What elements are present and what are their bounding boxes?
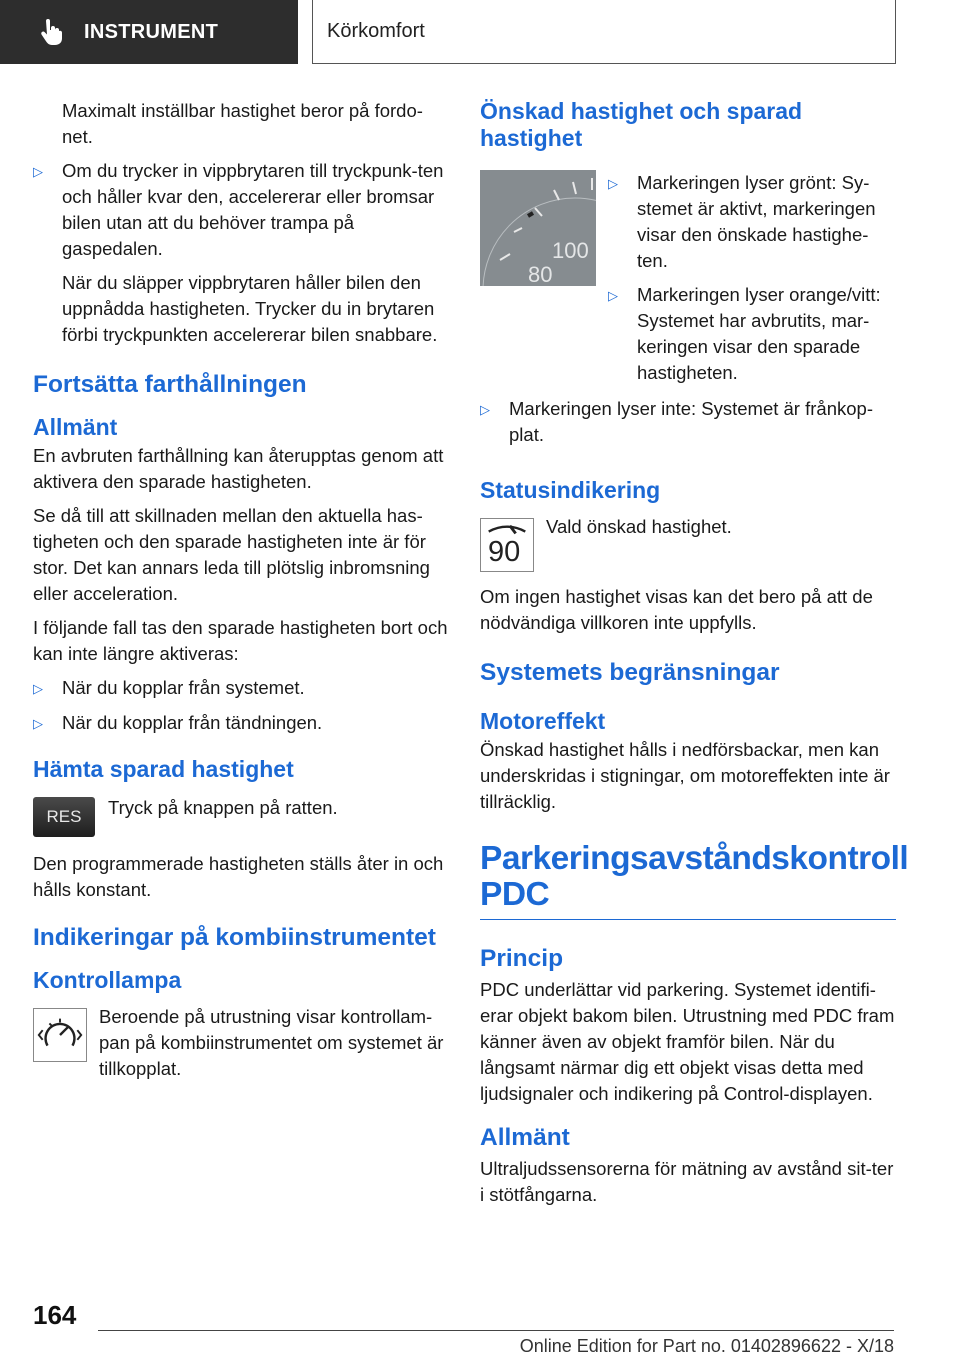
paragraph: En avbruten farthållning kan återupptas genom att aktivera den sparade hastigheten.	[33, 445, 444, 492]
list-item	[608, 282, 896, 386]
list-item	[480, 396, 896, 448]
heading-begransningar: Systemets begränsningar	[480, 659, 780, 686]
header-section-tab	[0, 0, 298, 64]
intro-paragraph: Maximalt inställbar hastighet beror på fordo-net.	[62, 100, 423, 147]
heading-princip: Princip	[480, 945, 564, 972]
triangle-right-icon: ▷	[33, 164, 43, 179]
header-chapter-label: Körkomfort	[327, 20, 425, 42]
triangle-right-icon: ▷	[608, 176, 618, 191]
footer-rule	[98, 1330, 894, 1331]
res-button-label: RES	[46, 807, 82, 826]
gauge-label-100: 100	[552, 238, 589, 263]
right-column	[480, 98, 909, 1216]
heading-fortsatta: Fortsätta farthållningen	[33, 371, 307, 398]
list-item	[608, 170, 896, 274]
heading-onskad: Önskad hastighet och sparad hastighet	[480, 98, 803, 151]
list-item-text: Markeringen lyser grönt: Sy-stemet är aktivt, markeringen visar den önskade hastighe-ten.	[637, 172, 876, 271]
paragraph: Ultraljudssensorerna för mätning av avstånd sit-ter i stötfångarna.	[480, 1158, 894, 1205]
heading-pdc: Parkeringsavståndskontroll PDC	[480, 840, 909, 913]
list-item-text: Markeringen lyser inte: Systemet är frånkop-plat.	[509, 398, 873, 445]
pointing-hand-icon	[38, 19, 64, 45]
list-item-text: Markeringen lyser orange/vitt: Systemet har avbrutits, mar-keringen visar den sparade hastigheten.	[637, 284, 881, 383]
heading-indikeringar: Indikeringar på kombiinstrumentet	[33, 924, 436, 951]
heading-hamta: Hämta sparad hastighet	[33, 756, 294, 782]
heading-allmant-pdc: Allmänt	[480, 1124, 570, 1151]
paragraph: Önskad hastighet hålls i nedförsbackar, men kan underskridas i stigningar, om motoreffekten inte är tillräcklig.	[480, 739, 890, 812]
header-section-label: INSTRUMENT	[84, 20, 219, 43]
gauge-row	[480, 170, 896, 394]
res-row	[33, 795, 448, 837]
header-chapter	[312, 0, 896, 64]
heading-allmant: Allmänt	[33, 414, 118, 440]
paragraph: Den programmerade hastigheten ställs åter in och hålls konstant.	[33, 853, 444, 900]
speed-status-icon	[480, 518, 534, 572]
res-button-icon	[33, 797, 95, 837]
status-speed-value: 90	[488, 536, 521, 568]
heading-motoreffekt: Motoreffekt	[480, 708, 606, 734]
paragraph: Se då till att skillnaden mellan den aktuella has-tigheten och den sparade hastigheten inte är för stor. Det kan annars leda till plötslig inbromsning eller acceleration.	[33, 505, 430, 604]
list-item-text: Om du trycker in vippbrytaren till tryckpunk-ten och håller kvar den, accelererar eller bromsar bilen utan att du behöver trampa på gaspedalen.	[62, 160, 444, 259]
triangle-right-icon: ▷	[480, 402, 490, 417]
triangle-right-icon: ▷	[33, 681, 43, 696]
paragraph: Tryck på knappen på ratten.	[108, 797, 338, 818]
paragraph: I följande fall tas den sparade hastigheten bort och kan inte längre aktiveras:	[33, 617, 448, 664]
left-column	[33, 98, 448, 1090]
cruise-control-lamp-icon	[33, 1008, 87, 1062]
list-item	[33, 158, 448, 262]
triangle-right-icon: ▷	[608, 288, 618, 303]
heading-status: Statusindikering	[480, 477, 661, 503]
status-row	[480, 514, 896, 572]
footer-edition: Online Edition for Part no. 01402896622 - X/18	[519, 1336, 894, 1356]
paragraph: Beroende på utrustning visar kontrollam-pan på kombiinstrumentet om systemet är tillkopplat.	[99, 1006, 444, 1079]
paragraph: Vald önskad hastighet.	[546, 516, 732, 537]
list-item-text: När du kopplar från systemet.	[62, 677, 305, 698]
paragraph: PDC underlättar vid parkering. Systemet identifi-erar objekt bakom bilen. Utrustning med PDC fram känner även av objekt framför bilen. När du långsamt närmar dig ett objekt visas detta med ljudsignaler och indikering på Control-displayen.	[480, 979, 895, 1104]
page-number: 164	[33, 1300, 77, 1330]
list-item-text: När du kopplar från tändningen.	[62, 712, 323, 733]
heading-rule	[480, 919, 896, 920]
heading-kontrollampa: Kontrollampa	[33, 967, 182, 993]
gauge-label-80: 80	[528, 262, 553, 286]
list-item	[33, 710, 448, 737]
paragraph: Om ingen hastighet visas kan det bero på att de nödvändiga villkoren inte uppfylls.	[480, 586, 873, 633]
list-item-continuation: När du släpper vippbrytaren håller bilen den uppnådda hastigheten. Trycker du in brytaren förbi tryckpunkten accelererar bilen snabbare.	[62, 272, 438, 345]
kontrollampa-row	[33, 1004, 448, 1090]
list-item	[33, 675, 448, 702]
gauge-bullets	[608, 170, 896, 394]
speedometer-gauge-icon	[480, 170, 596, 286]
triangle-right-icon: ▷	[33, 716, 43, 731]
